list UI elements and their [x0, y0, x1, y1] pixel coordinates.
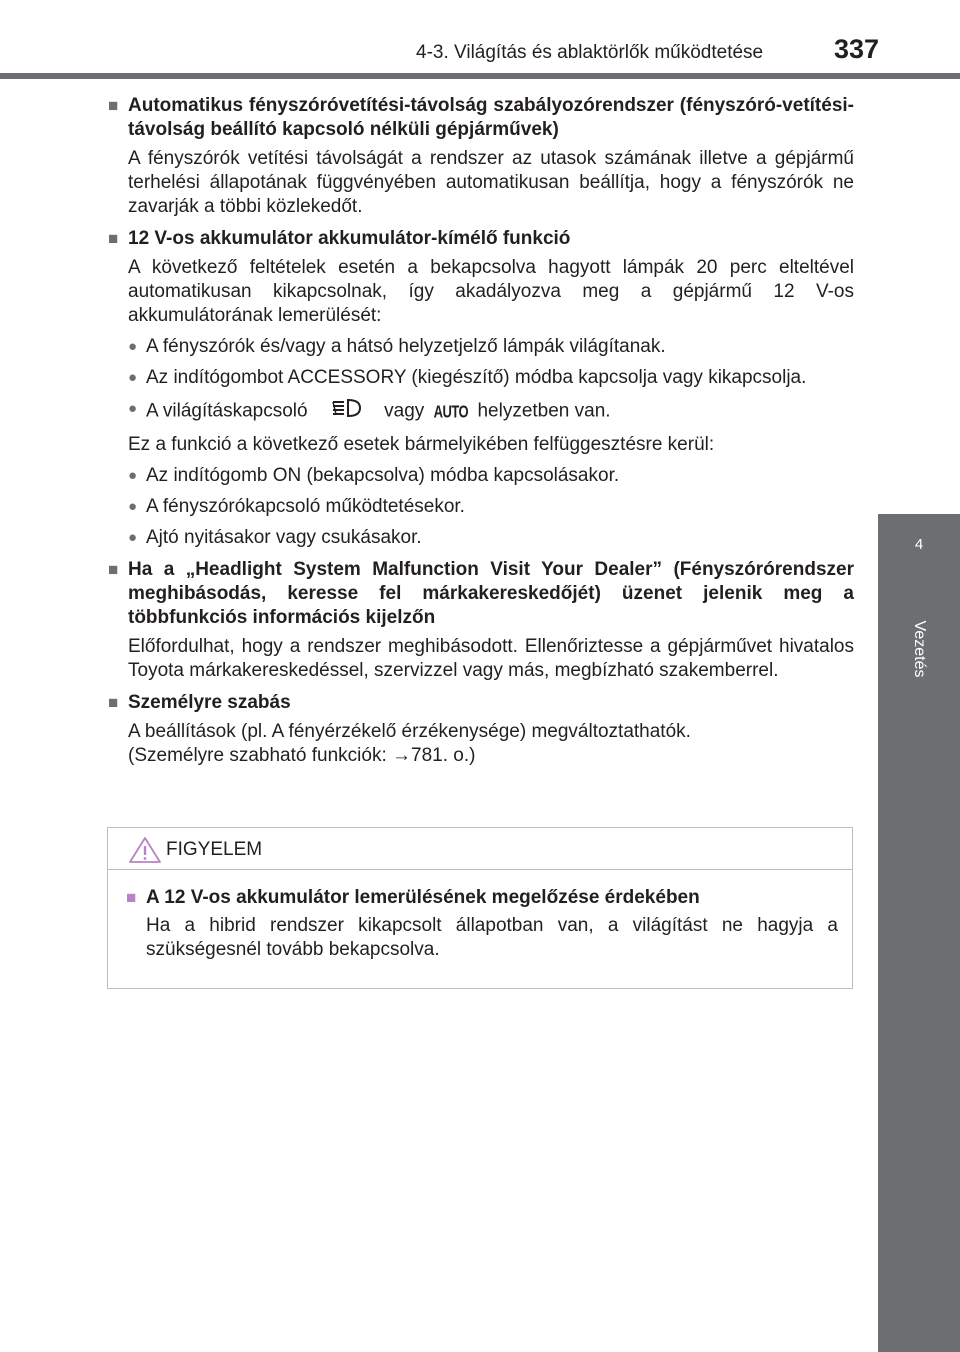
square-bullet-icon: ■ [108, 693, 119, 712]
warning-box [107, 827, 853, 989]
running-header: 4-3. Világítás és ablaktörlők működtetése [416, 42, 764, 63]
warning-heading: ■ A 12 V-os akkumulátor lemerülésének megelőzése érdekében [126, 887, 700, 908]
list-item: ● Ajtó nyitásakor vagy csukásakor. [128, 527, 422, 548]
section-paragraph: A fényszórók vetítési távolságát a rendszer az utasok számának illetve a gépjármű terhelési állapotának függvényében automatikusan beállítja, hogy a fényszórók ne zavarják a többi közlekedőt. [128, 148, 854, 217]
warning-header [108, 828, 852, 870]
chapter-tab-box [878, 514, 960, 596]
main-content [108, 94, 854, 776]
list-item: ● A fényszórókapcsoló működtetésekor. [128, 496, 465, 517]
section-paragraph: Előfordulhat, hogy a rendszer meghibásodott. Ellenőriztesse a gépjárművet hivatalos Toyota márkakereskedéssel, szervizzel vagy más, megbízható szakemberrel. [128, 636, 854, 681]
round-bullet-icon: ● [128, 467, 138, 484]
chapter-tab-strip [878, 596, 960, 1352]
chapter-label: Vezetés [911, 620, 928, 678]
section-paragraph: A következő feltételek esetén a bekapcsolva hagyott lámpák 20 perc elteltével automatikusan kikapcsolnak, így akadályozva meg a gépjármű 12 V-os akkumulátorának lemerülését: [128, 257, 854, 326]
section-heading: ■ Automatikus fényszóróvetítési-távolság szabályozórendszer (fényszóró-vetítési-távolság beállító kapcsoló nélküli gépjárművek) [108, 95, 854, 140]
section-malfunction-message [108, 558, 854, 683]
section-customization [108, 691, 854, 768]
round-bullet-icon: ● [128, 400, 138, 417]
list-item: ● A fényszórók és/vagy a hátsó helyzetjelző lámpák világítanak. [128, 336, 666, 357]
section-auto-leveling [108, 94, 854, 219]
section-heading: ■ Ha a „Headlight System Malfunction Visit Your Dealer” (Fényszórórendszer meghibásodás, keresse fel márkakereskedőjét) üzenet jelenik meg a többfunkciós információs kijelzőn [108, 559, 854, 628]
cross-reference: (Személyre szabható funkciók: →781. o.) [128, 745, 476, 766]
warning-paragraph: Ha a hibrid rendszer kikapcsolt állapotban van, a világítást ne hagyja a szükségesnél tovább bekapcsolva. [146, 915, 838, 960]
chapter-number: 4 [914, 536, 924, 553]
section-heading: ■ Személyre szabás [108, 692, 291, 713]
round-bullet-icon: ● [128, 498, 138, 515]
square-bullet-icon: ■ [108, 560, 119, 579]
square-bullet-icon: ■ [126, 888, 137, 907]
square-bullet-icon: ■ [108, 96, 119, 115]
section-paragraph: A beállítások (pl. A fényérzékelő érzékenysége) megváltoztathatók. [128, 721, 691, 742]
warning-title: FIGYELEM [166, 839, 263, 860]
warning-triangle-icon [128, 836, 162, 869]
list-item: ● Az indítógomb ON (bekapcsolva) módba kapcsolásakor. [128, 465, 620, 486]
list-item: ● A világításkapcsoló vagy AUTO helyzetben van. [128, 397, 854, 426]
section-battery-saver [108, 227, 854, 550]
list-item: ● Az indítógombot ACCESSORY (kiegészítő) módba kapcsolja vagy kikapcsolja. [128, 367, 807, 388]
round-bullet-icon: ● [128, 369, 138, 386]
warning-body [108, 870, 852, 962]
square-bullet-icon: ■ [108, 229, 119, 248]
round-bullet-icon: ● [128, 529, 138, 546]
round-bullet-icon: ● [128, 338, 138, 355]
auto-switch-icon: AUTO [433, 400, 469, 421]
page-number: 337 [834, 34, 880, 64]
header-rule [0, 73, 960, 79]
section-paragraph: Ez a funkció a következő esetek bármelyikében felfüggesztésre kerül: [128, 434, 715, 455]
section-heading: ■ 12 V-os akkumulátor akkumulátor-kímélő funkció [108, 228, 571, 249]
headlight-icon [327, 397, 363, 426]
